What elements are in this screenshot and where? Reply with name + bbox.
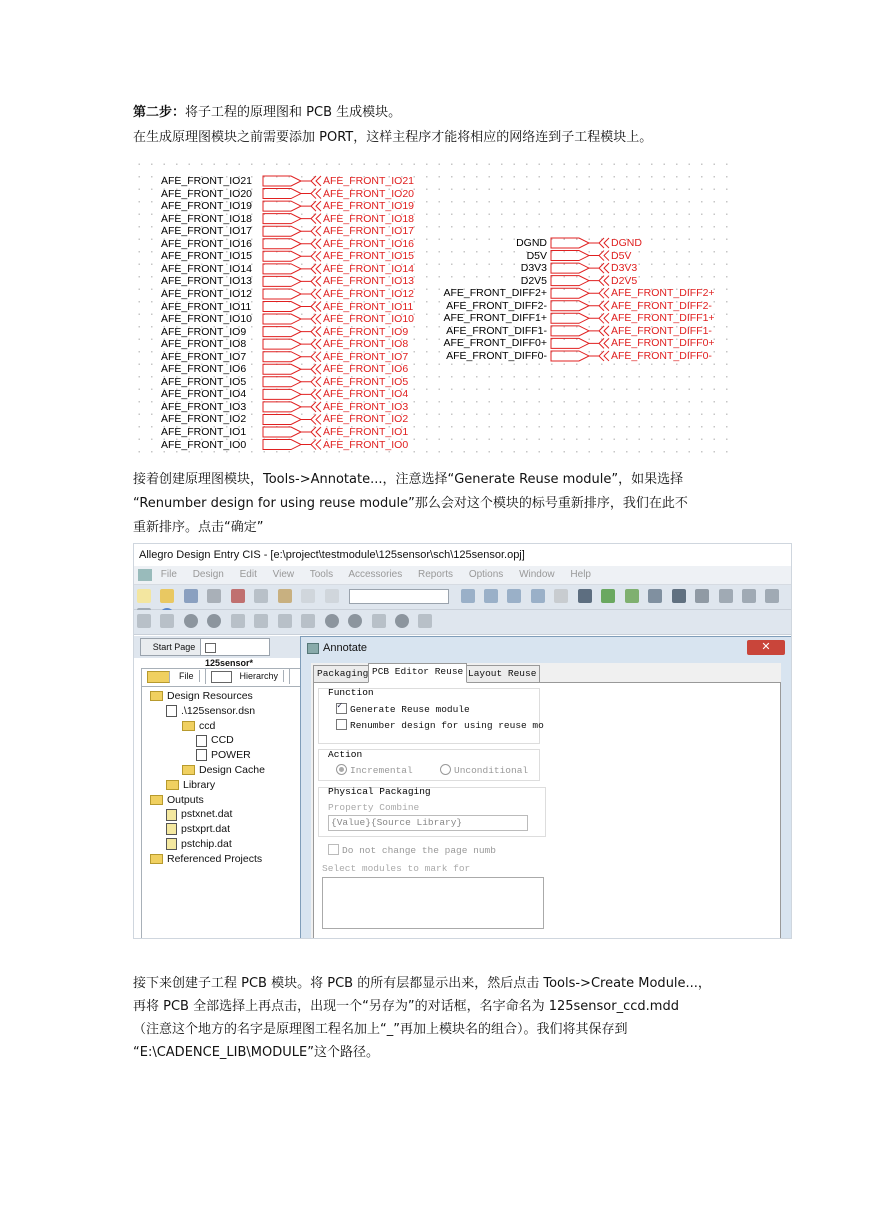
menu-bar: [134, 566, 791, 585]
menu-accessories[interactable]: Accessories: [348, 569, 403, 580]
net-label: AFE_FRONT_DIFF2-: [446, 299, 547, 312]
unconditional-label: Unconditional: [454, 765, 529, 777]
tab-layout-reuse[interactable]: Layout Reuse: [464, 665, 540, 683]
net-label: AFE_FRONT_IO9: [161, 325, 247, 338]
net-label: AFE_FRONT_DIFF1-: [446, 324, 547, 337]
project-icon: [205, 643, 216, 653]
tree-tabs: [142, 669, 302, 687]
port-symbol: [551, 251, 589, 261]
port-label: AFE_FRONT_DIFF2+: [611, 287, 715, 300]
port-label: AFE_FRONT_IO3: [323, 400, 409, 413]
menu-reports[interactable]: Reports: [418, 569, 454, 580]
net-label: AFE_FRONT_IO1: [161, 426, 247, 438]
port-label: AFE_FRONT_DIFF1-: [611, 324, 712, 337]
net-label: AFE_FRONT_IO5: [161, 375, 247, 388]
net-label: AFE_FRONT_IO20: [161, 187, 253, 200]
tool9-icon[interactable]: [325, 614, 339, 628]
net-label: AFE_FRONT_DIFF2+: [443, 287, 547, 300]
app-icon: [138, 569, 152, 581]
drc-icon[interactable]: [601, 589, 615, 603]
menu-design[interactable]: Design: [192, 569, 224, 580]
modules-listbox[interactable]: [322, 877, 544, 929]
offpage-connector: [589, 288, 609, 298]
port-label: AFE_FRONT_DIFF0+: [611, 337, 715, 350]
offpage-connector: [301, 239, 321, 249]
port-symbol: [263, 226, 301, 236]
tool7-icon[interactable]: [278, 614, 292, 628]
paragraph-pcb-4: “E:\CADENCE_LIB\MODULE”这个路径。: [133, 1045, 379, 1060]
offpage-connector: [589, 313, 609, 323]
offpage-connector: [589, 301, 609, 311]
offpage-connector: [301, 276, 321, 286]
menu-help[interactable]: Help: [570, 569, 591, 580]
unconditional-radio[interactable]: [440, 765, 528, 776]
port-symbol: [551, 326, 589, 336]
tab-pcb-editor-reuse[interactable]: PCB Editor Reuse: [368, 663, 467, 683]
offpage-connector: [301, 402, 321, 412]
action-label: Action: [328, 749, 363, 760]
tree-item[interactable]: [182, 719, 215, 733]
net-label: AFE_FRONT_IO18: [161, 212, 253, 225]
annotate-dialog: [300, 636, 792, 939]
tree-item-label: pstxnet.dat: [181, 808, 233, 821]
zoom-in-icon[interactable]: [461, 589, 475, 603]
folder-icon: [150, 854, 163, 864]
hierarchy-icon: [211, 671, 232, 683]
offpage-connector: [301, 364, 321, 374]
tool8-icon[interactable]: [301, 614, 315, 628]
tab-packaging[interactable]: Packaging: [313, 665, 372, 683]
main-toolbar: [134, 585, 791, 610]
netlist-icon[interactable]: [625, 589, 639, 603]
port-symbol: [263, 352, 301, 362]
port-symbol: [263, 264, 301, 274]
paragraph-annotate-1: 接着创建原理图模块，Tools->Annotate...，注意选择“Generate Reuse module”，如果选择: [133, 472, 684, 487]
tree-item[interactable]: [196, 748, 251, 762]
incremental-radio[interactable]: [336, 765, 413, 776]
net-label: AFE_FRONT_IO13: [161, 275, 253, 288]
property-combine-field[interactable]: {Value}{Source Library}: [328, 815, 528, 831]
file-icon: [166, 823, 177, 835]
net-label: AFE_FRONT_IO4: [161, 388, 247, 401]
paragraph-annotate-3: 重新排序。点击“确定”: [133, 520, 264, 535]
folder-icon: [150, 795, 163, 805]
port-symbol: [551, 238, 589, 248]
menu-edit[interactable]: Edit: [239, 569, 257, 580]
tool1-icon[interactable]: [137, 614, 151, 628]
redo-icon[interactable]: [325, 589, 339, 603]
net-label: DGND: [516, 237, 547, 249]
tree-item-label: Design Cache: [199, 764, 265, 776]
tree-item[interactable]: [182, 763, 265, 777]
offpage-connector: [301, 377, 321, 387]
offpage-connector: [301, 251, 321, 261]
net-label: AFE_FRONT_IO21: [161, 175, 253, 187]
port-symbol: [263, 239, 301, 249]
port-label: AFE_FRONT_IO0: [323, 438, 409, 451]
port-label: AFE_FRONT_IO19: [323, 200, 415, 213]
port-label: AFE_FRONT_IO11: [323, 300, 414, 313]
offpage-connector: [589, 338, 609, 348]
tree-item[interactable]: [150, 793, 204, 807]
props-icon[interactable]: [695, 589, 709, 603]
port-symbol: [263, 251, 301, 261]
checkbox-disabled-icon: [328, 844, 339, 855]
select-modules-label: Select modules to mark for: [322, 863, 471, 874]
offpage-connector: [301, 264, 321, 274]
port-symbol: [551, 263, 589, 273]
tab-125sensor-label: 125sensor*: [205, 658, 254, 668]
paragraph-pcb-1: 接下来创建子工程 PCB 模块。将 PCB 的所有层都显示出来，然后点击 Tools->Create Module...，: [133, 976, 711, 991]
tool6-icon[interactable]: [254, 614, 268, 628]
print-icon[interactable]: [207, 589, 221, 603]
step-heading: [133, 101, 401, 125]
net-label: AFE_FRONT_IO6: [161, 363, 247, 376]
checkbox-checked-icon: [336, 703, 347, 714]
port-symbol: [263, 214, 301, 224]
net-label: AFE_FRONT_IO7: [161, 350, 247, 363]
radio-unselected-icon: [440, 764, 451, 775]
net-label: AFE_FRONT_IO14: [161, 262, 253, 275]
zoom-area-icon[interactable]: [507, 589, 521, 603]
port-label: AFE_FRONT_IO5: [323, 375, 409, 388]
net-label: AFE_FRONT_IO15: [161, 250, 253, 263]
port-label: AFE_FRONT_IO6: [323, 363, 409, 376]
port-symbol: [551, 351, 589, 361]
port-symbol: [263, 440, 301, 450]
page-icon: [196, 749, 207, 761]
offpage-connector: [301, 214, 321, 224]
page-number-label: Do not change the page numb: [342, 845, 496, 857]
folder-icon: [166, 780, 179, 790]
copy-icon[interactable]: [254, 589, 268, 603]
port-label: AFE_FRONT_IO4: [323, 388, 409, 401]
port-symbol: [263, 389, 301, 399]
dialog-body: [311, 663, 781, 939]
generate-reuse-checkbox[interactable]: [336, 704, 470, 715]
port-label: AFE_FRONT_IO9: [323, 325, 409, 338]
port-label: AFE_FRONT_IO14: [323, 262, 415, 275]
port-symbol: [263, 314, 301, 324]
port-label: AFE_FRONT_IO17: [323, 225, 415, 238]
file-icon: [166, 809, 177, 821]
physical-packaging-label: Physical Packaging: [328, 786, 431, 797]
port-label: AFE_FRONT_IO12: [323, 287, 415, 300]
tree-item[interactable]: [166, 807, 232, 821]
dialog-app-icon: [307, 643, 319, 654]
port-symbol: [551, 276, 589, 286]
crossref-icon[interactable]: [672, 589, 686, 603]
folder-icon: [147, 671, 170, 683]
close-button[interactable]: ✕: [747, 640, 785, 655]
tool5-icon[interactable]: [231, 614, 245, 628]
offpage-connector: [301, 189, 321, 199]
net-label: D2V5: [520, 274, 547, 287]
net-label: AFE_FRONT_IO2: [161, 413, 247, 426]
net-label: AFE_FRONT_IO8: [161, 338, 247, 351]
net-label: AFE_FRONT_IO16: [161, 237, 253, 250]
port-symbol: [263, 189, 301, 199]
tool12-icon[interactable]: [395, 614, 409, 628]
menu-window[interactable]: Window: [519, 569, 555, 580]
open-icon[interactable]: [160, 589, 174, 603]
port-symbol: [263, 377, 301, 387]
paragraph-port: 在生成原理图模块之前需要添加 PORT，这样主程序才能将相应的网络连到子工程模块上。: [133, 130, 653, 145]
renumber-label: Renumber design for using reuse mo: [350, 720, 544, 732]
undo-icon[interactable]: [301, 589, 315, 603]
port-label: AFE_FRONT_IO20: [323, 187, 415, 200]
port-symbol: [263, 364, 301, 374]
annotate-screenshot: [133, 543, 792, 939]
paste-icon[interactable]: [278, 589, 292, 603]
offpage-connector: [301, 201, 321, 211]
library-icon[interactable]: [719, 589, 733, 603]
net-label: D5V: [526, 249, 547, 262]
project-tabs: [134, 636, 300, 668]
tree-item-label: ccd: [199, 719, 216, 732]
offpage-connector: [301, 440, 321, 450]
offpage-connector: [301, 327, 321, 337]
tool13-icon[interactable]: [418, 614, 432, 628]
function-label: Function: [328, 687, 374, 698]
cut-icon[interactable]: [231, 589, 245, 603]
net-label: AFE_FRONT_IO17: [161, 225, 253, 238]
port-label: AFE_FRONT_IO7: [323, 350, 409, 363]
page-number-checkbox[interactable]: [328, 845, 496, 856]
checkbox-unchecked-icon: [336, 719, 347, 730]
net-label: AFE_FRONT_IO0: [161, 438, 247, 451]
port-label: AFE_FRONT_IO21: [323, 175, 415, 187]
window-title: Allegro Design Entry CIS - [e:\project\testmodule\125sensor\sch\125sensor.opj]: [139, 549, 525, 561]
annotate-icon[interactable]: [578, 589, 592, 603]
port-label: AFE_FRONT_IO8: [323, 338, 409, 351]
offpage-connector: [589, 251, 609, 261]
pcb-icon[interactable]: [765, 589, 779, 603]
port-symbol: [263, 289, 301, 299]
offpage-connector: [301, 427, 321, 437]
port-symbol: [551, 313, 589, 323]
menu-file[interactable]: File: [160, 569, 177, 580]
port-label: AFE_FRONT_DIFF0-: [611, 349, 712, 362]
port-label: AFE_FRONT_IO18: [323, 212, 415, 225]
tree-item[interactable]: [166, 822, 230, 836]
port-label: AFE_FRONT_IO1: [323, 426, 409, 438]
port-symbol: [263, 414, 301, 424]
step-label: 第二步：: [133, 105, 186, 120]
tab-file[interactable]: [142, 669, 206, 684]
net-label: AFE_FRONT_IO12: [161, 287, 253, 300]
offpage-connector: [301, 339, 321, 349]
port-symbol: [263, 302, 301, 312]
new-icon[interactable]: [137, 589, 151, 603]
tree-item-label: POWER: [211, 749, 251, 762]
renumber-checkbox[interactable]: [336, 720, 544, 731]
secondary-toolbar: [134, 610, 791, 635]
tree-item-label: .\125sensor.dsn: [181, 704, 256, 717]
net-label: AFE_FRONT_IO19: [161, 200, 253, 213]
port-symbol: [551, 338, 589, 348]
net-label: AFE_FRONT_IO11: [161, 300, 252, 313]
offpage-connector: [301, 302, 321, 312]
net-label: AFE_FRONT_DIFF0-: [446, 349, 547, 362]
offpage-connector: [301, 226, 321, 236]
design-icon: [166, 705, 177, 717]
tool3-icon[interactable]: [184, 614, 198, 628]
folder-icon: [150, 691, 163, 701]
offpage-connector: [589, 238, 609, 248]
menu-view[interactable]: View: [272, 569, 295, 580]
generate-reuse-label: Generate Reuse module: [350, 704, 470, 716]
bom-icon[interactable]: [648, 589, 662, 603]
page-icon: [196, 735, 207, 747]
offpage-connector: [301, 414, 321, 424]
offpage-connector: [589, 263, 609, 273]
offpage-connector: [301, 289, 321, 299]
backannotate-icon[interactable]: [742, 589, 756, 603]
incremental-label: Incremental: [350, 765, 413, 777]
offpage-connector: [589, 351, 609, 361]
property-combine-label: Property Combine: [328, 802, 420, 813]
port-label: D3V3: [611, 262, 638, 275]
port-symbol: [551, 288, 589, 298]
zoom-all-icon[interactable]: [531, 589, 545, 603]
tree-item-label: Outputs: [167, 793, 204, 806]
port-label: D2V5: [611, 274, 638, 287]
port-symbol: [263, 339, 301, 349]
tree-item[interactable]: [150, 689, 253, 703]
tree-item[interactable]: [196, 733, 234, 747]
radio-selected-icon: [336, 764, 347, 775]
tab-start-page[interactable]: Start Page: [140, 638, 208, 656]
paragraph-annotate-2: “Renumber design for using reuse module”那么会对这个模块的标号重新排序，我们在此不: [133, 496, 688, 511]
port-label: AFE_FRONT_DIFF1+: [611, 312, 715, 325]
tree-item-label: pstxprt.dat: [181, 823, 231, 836]
net-label: AFE_FRONT_DIFF0+: [443, 337, 547, 350]
menu-tools[interactable]: Tools: [309, 569, 334, 580]
tree-item-label: Referenced Projects: [167, 852, 263, 865]
tool2-icon[interactable]: [160, 614, 174, 628]
save-icon[interactable]: [184, 589, 198, 603]
tab-hierarchy-label: Hierarchy: [235, 670, 285, 682]
port-label: AFE_FRONT_IO2: [323, 413, 409, 426]
tab-125sensor[interactable]: [200, 638, 270, 668]
dialog-title: Annotate: [323, 642, 368, 654]
window-titlebar: [134, 544, 791, 566]
tree-item-label: CCD: [211, 734, 234, 747]
file-icon: [166, 838, 177, 850]
offpage-connector: [301, 389, 321, 399]
tool11-icon[interactable]: [372, 614, 386, 628]
offpage-connector: [301, 352, 321, 362]
offpage-connector: [301, 314, 321, 324]
paragraph-pcb-3: （注意这个地方的名字是原理图工程名加上“_”再加上模块名的组合）。我们将其保存到: [133, 1022, 628, 1037]
tab-hierarchy[interactable]: [206, 669, 291, 684]
tree-item[interactable]: [166, 704, 255, 718]
folder-icon: [182, 721, 195, 731]
port-label: AFE_FRONT_IO13: [323, 275, 415, 288]
port-label: AFE_FRONT_IO15: [323, 250, 415, 263]
port-symbol: [263, 402, 301, 412]
offpage-connector: [589, 326, 609, 336]
port-label: AFE_FRONT_IO16: [323, 237, 415, 250]
dialog-titlebar: [301, 637, 791, 659]
folder-icon: [182, 765, 195, 775]
port-label: DGND: [611, 237, 642, 249]
tab-file-label: File: [174, 670, 200, 682]
part-combo[interactable]: [349, 589, 449, 604]
tree-item[interactable]: [166, 778, 215, 792]
project-tree-panel: [141, 668, 303, 939]
port-symbol: [263, 327, 301, 337]
offpage-connector: [301, 176, 321, 186]
port-label: D5V: [611, 249, 632, 262]
port-label: AFE_FRONT_DIFF2-: [611, 299, 712, 312]
net-label: AFE_FRONT_IO3: [161, 400, 247, 413]
tree-item-label: Library: [183, 778, 216, 791]
step-text: 将子工程的原理图和 PCB 生成模块。: [185, 105, 402, 120]
net-label: AFE_FRONT_IO10: [161, 313, 253, 326]
tree-item[interactable]: [166, 837, 232, 851]
port-symbol: [263, 201, 301, 211]
schematic-ports-figure: [133, 158, 738, 458]
menu-options[interactable]: Options: [468, 569, 504, 580]
port-symbol: [263, 176, 301, 186]
zoom-out-icon[interactable]: [484, 589, 498, 603]
tree-item-label: Design Resources: [167, 690, 253, 702]
tool10-icon[interactable]: [348, 614, 362, 628]
pcb-editor-reuse-panel: [313, 682, 781, 939]
tool4-icon[interactable]: [207, 614, 221, 628]
paragraph-pcb-2: 再将 PCB 全部选择上再点击，出现一个“另存为”的对话框，名字命名为 125sensor_ccd.mdd: [133, 999, 679, 1014]
tree-item[interactable]: [150, 852, 262, 866]
find-icon[interactable]: [554, 589, 568, 603]
offpage-connector: [589, 276, 609, 286]
net-label: D3V3: [520, 262, 547, 275]
port-symbol: [263, 427, 301, 437]
tree-item-label: pstchip.dat: [181, 838, 232, 850]
port-label: AFE_FRONT_IO10: [323, 313, 415, 326]
port-symbol: [551, 301, 589, 311]
port-symbol: [263, 276, 301, 286]
net-label: AFE_FRONT_DIFF1+: [443, 312, 547, 325]
